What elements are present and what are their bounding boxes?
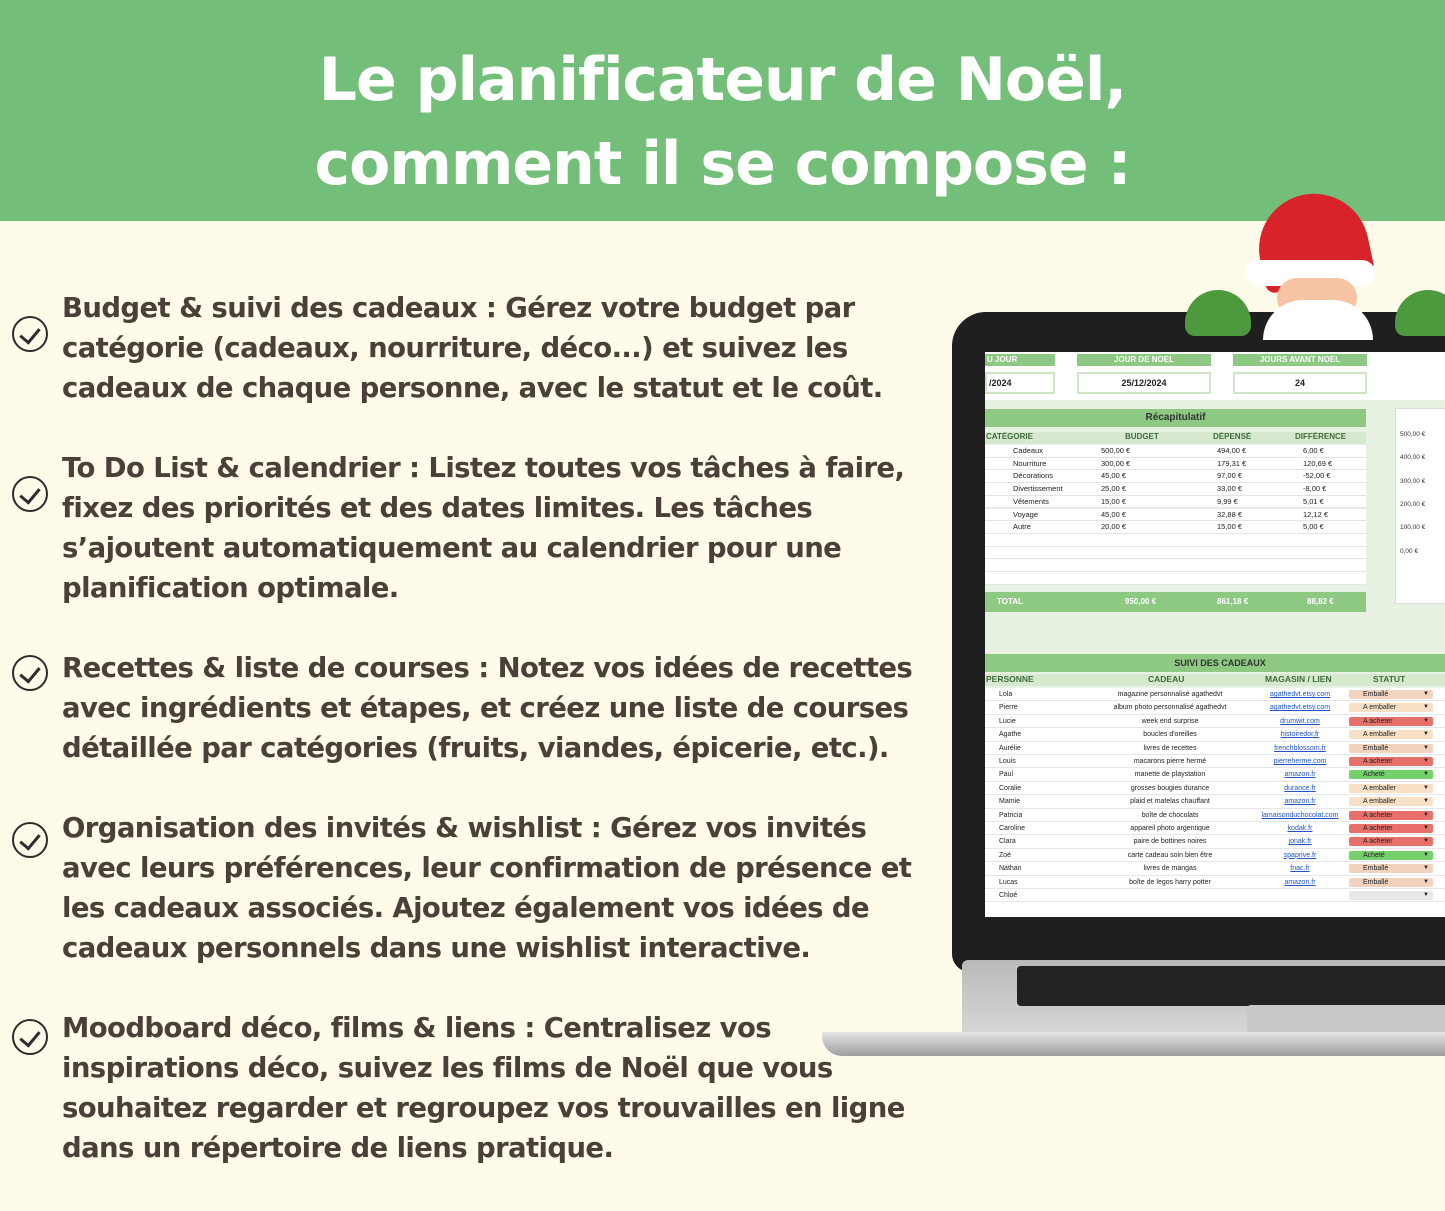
feature-text: Recettes & liste de courses : Notez vos idées de recettes avec ingrédients et étapes, et créez une liste de courses détaillée par catégories (fruits, viandes, épicerie, etc.). [62,652,913,764]
recap-difference: -8,00 € [1303,484,1327,494]
recap-category: Décorations [1013,471,1054,481]
gift-name: boucles d'oreilles [1143,731,1197,739]
trackpad [1247,1005,1445,1033]
gift-name: appareil photo argentique [1130,825,1210,832]
recap-budget: 45,00 € [1101,471,1127,481]
table-row [985,835,1445,848]
store-link[interactable]: amazon.fr [1284,771,1316,779]
check-circle-icon [12,476,48,512]
recap-difference: 5,01 € [1303,496,1324,506]
table-row [985,782,1445,795]
gift-person: Lucie [999,717,1016,725]
recap-difference: -52,00 € [1303,471,1331,481]
page-title [0,38,1445,206]
store-link[interactable]: frenchblossom.fr [1274,744,1326,752]
gift-person: Caroline [999,825,1026,832]
column-category: CATÉGORIE [986,432,1033,441]
table-row [985,755,1445,768]
status-dropdown[interactable] [1349,891,1433,900]
recap-category: Divertissement [1013,484,1063,494]
gift-person: Lucas [999,878,1018,886]
recap-empty-row [985,547,1366,560]
gift-column-headers [985,674,1445,686]
status-dropdown[interactable] [1349,811,1433,820]
gift-person: Zoé [999,851,1012,859]
recap-budget: 25,00 € [1101,484,1127,494]
gift-name: boîte de legos harry potter [1129,878,1211,886]
check-circle-icon [12,1019,48,1055]
store-link[interactable]: agathedvt.etsy.com [1269,691,1331,698]
table-row [985,876,1445,889]
gift-name: paire de bottines noires [1133,838,1207,846]
recap-total-row [985,592,1366,612]
status-dropdown[interactable] [1349,730,1433,739]
check-circle-icon [12,655,48,691]
status-dropdown[interactable] [1349,717,1433,726]
gift-name: carte cadeau soin bien être [1127,851,1213,859]
recap-category: Voyage [1013,509,1039,519]
status-label: A emballer [1363,784,1397,792]
status-dropdown[interactable] [1349,703,1433,712]
store-link[interactable]: pierreherme.com [1273,758,1327,765]
store-link[interactable]: amazon.fr [1284,798,1316,806]
chevron-down-icon[interactable]: ▼ [1423,784,1429,791]
gift-person: Paul [999,771,1014,779]
chevron-down-icon[interactable]: ▼ [1423,892,1429,898]
chevron-down-icon[interactable]: ▼ [1423,704,1429,711]
status-label: A acheter [1363,811,1393,819]
gift-person: Clara [999,838,1016,846]
chevron-down-icon[interactable]: ▼ [1423,691,1429,697]
gift-name: grosses bougies durance [1130,784,1210,792]
keyboard-icon [1017,966,1445,1006]
recap-column-headers [985,432,1366,444]
chevron-down-icon[interactable]: ▼ [1423,811,1429,818]
gift-tracker-title: SUIVI DES CADEAUX [985,654,1445,672]
gift-person: Coralie [999,784,1022,792]
store-link[interactable]: histoiredor.fr [1280,731,1320,739]
gift-person: Agathe [999,731,1022,739]
store-link[interactable]: agathedvt.etsy.com [1269,704,1331,712]
gift-name: boîte de chocolats [1141,811,1199,819]
status-label: A emballer [1363,731,1397,739]
check-circle-icon [12,822,48,858]
table-row [985,742,1445,755]
title-line-1: Le planificateur de Noël, [318,45,1127,115]
recap-budget: 300,00 € [1101,458,1131,468]
column-difference: DIFFÉRENCE [1295,432,1347,441]
recap-empty-row [985,534,1366,547]
title-line-2: comment il se compose : [314,129,1131,199]
table-row [985,701,1445,714]
status-label: Acheté [1363,851,1385,859]
total-spent: 861,18 € [1217,597,1249,606]
gift-name: macarons pierre hermé [1133,758,1207,765]
total-budget: 950,00 € [1125,597,1157,606]
status-label: Emballé [1363,865,1389,873]
recap-row [985,521,1366,534]
header-banner [0,0,1445,221]
status-dropdown[interactable] [1349,797,1433,806]
recap-difference: 12,12 € [1303,509,1329,519]
gift-name: livres de recettes [1143,744,1197,752]
recap-spent: 9,99 € [1217,496,1238,506]
recap-spent: 33,00 € [1217,484,1243,494]
status-label: A acheter [1363,838,1393,846]
status-label: Emballé [1363,878,1389,886]
recap-budget: 45,00 € [1101,509,1127,519]
value-today: /2024 [985,372,1055,394]
gift-person: Aurélie [999,744,1021,752]
status-dropdown[interactable] [1349,878,1433,887]
table-row [985,728,1445,741]
chevron-down-icon[interactable]: ▼ [1423,865,1429,872]
status-dropdown[interactable] [1349,784,1433,793]
status-label: Emballé [1363,691,1389,698]
status-dropdown[interactable] [1349,864,1433,873]
check-circle-icon [12,316,48,352]
store-link[interactable]: durance.fr [1284,784,1316,792]
chevron-down-icon[interactable]: ▼ [1423,798,1429,805]
column-gift: CADEAU [1148,674,1185,684]
santa-left-glove-icon [1185,290,1251,336]
chevron-down-icon[interactable]: ▼ [1423,731,1429,738]
recap-budget: 500,00 € [1101,446,1131,455]
column-person: PERSONNE [986,674,1034,684]
status-dropdown[interactable] [1349,851,1433,860]
recap-empty-row [985,572,1366,585]
recap-category: Vêtements [1013,496,1049,506]
chart-tick-label: 100,00 € [1400,524,1426,532]
laptop-front-edge [822,1032,1445,1056]
recap-row [985,458,1366,471]
recap-title: Récapitulatif [985,409,1366,427]
gift-person: Patricia [999,811,1023,819]
total-label: TOTAL [997,597,1023,606]
gift-name: livres de mangas [1143,865,1197,873]
gift-person: Lola [999,691,1013,698]
gift-person: Louis [999,758,1016,765]
store-link[interactable]: jonak.fr [1288,838,1312,846]
total-difference: 88,82 € [1307,597,1334,606]
recap-row [985,483,1366,496]
value-days-before: 24 [1233,372,1367,394]
status-label: A acheter [1363,717,1393,725]
recap-category: Cadeaux [1013,446,1044,455]
gift-name: manette de playstation [1134,771,1206,779]
recap-spent: 32,88 € [1217,509,1243,519]
recap-empty-row [985,559,1366,572]
status-label: A acheter [1363,825,1393,832]
recap-spent: 179,31 € [1217,458,1247,468]
table-row [985,889,1445,902]
feature-text: Organisation des invités & wishlist : Gérez vos invités avec leurs préférences, leur confirmation de présence et les cadeaux associés. Ajoutez également vos idées de cadeaux personnels dans une wishlist interactive. [62,812,912,964]
santa-beard [1263,300,1373,340]
chevron-down-icon[interactable]: ▼ [1423,717,1429,724]
recap-spent: 15,00 € [1217,522,1243,532]
santa-illustration [1185,190,1445,340]
status-dropdown[interactable] [1349,770,1433,779]
laptop-base [822,960,1445,1060]
gift-person: Nathan [999,865,1022,873]
santa-right-glove-icon [1395,290,1445,336]
table-row [985,809,1445,822]
chart-tick-label: 500,00 € [1400,431,1426,438]
chart-tick-label: 400,00 € [1400,454,1426,462]
recap-budget: 20,00 € [1101,522,1127,532]
chevron-down-icon[interactable]: ▼ [1423,771,1429,778]
status-label: A emballer [1363,798,1397,806]
chart-tick-label: 200,00 € [1400,500,1426,508]
recap-row [985,470,1366,483]
value-christmas-day: 25/12/2024 [1077,372,1211,394]
recap-difference: 120,69 € [1303,458,1333,468]
recap-row [985,496,1366,509]
status-label: A acheter [1363,758,1393,765]
gift-person: Mamie [999,798,1021,806]
status-dropdown[interactable] [1349,824,1433,833]
recap-budget: 15,00 € [1101,496,1127,506]
store-link[interactable]: kodak.fr [1287,825,1313,832]
store-link[interactable]: fnac.fr [1290,865,1310,873]
gift-name: magazine personnalisé agathedvt [1117,691,1223,698]
chart-tick-label: 0,00 € [1400,547,1419,555]
recap-row [985,445,1366,458]
header-days-before: JOURS AVANT NOEL [1233,354,1367,366]
status-label: A emballer [1363,704,1397,712]
store-link[interactable]: drumwit.com [1280,717,1320,725]
recap-spent: 494,00 € [1217,446,1247,455]
feature-text: Budget & suivi des cadeaux : Gérez votre budget par catégorie (cadeaux, nourriture, déco...) et suivez les cadeaux de chaque personne, avec le statut et le coût. [62,292,883,404]
recap-category: Nourriture [1013,458,1047,468]
column-spent: DÉPENSÉ [1213,432,1252,441]
recap-difference: 5,00 € [1303,522,1324,532]
gift-name: week end surprise [1141,717,1199,725]
recap-difference: 6,00 € [1303,446,1324,455]
gift-person: Pierre [999,704,1018,712]
spreadsheet [985,352,1445,917]
table-row [985,715,1445,728]
budget-chart [1395,408,1445,604]
gift-name: album photo personnalisé agathedvt [1113,704,1227,712]
gift-name: plaid et matelas chauffant [1130,798,1210,806]
status-dropdown[interactable] [1349,690,1433,699]
table-row [985,822,1445,835]
recap-spent: 97,00 € [1217,471,1243,481]
table-row [985,849,1445,862]
chevron-down-icon[interactable]: ▼ [1423,825,1429,831]
status-dropdown[interactable] [1349,837,1433,846]
status-label: Emballé [1363,744,1389,752]
column-store: MAGASIN / LIEN [1265,674,1332,684]
chevron-down-icon[interactable]: ▼ [1423,878,1429,885]
column-budget: BUDGET [1125,432,1159,441]
chevron-down-icon[interactable]: ▼ [1423,851,1429,858]
status-dropdown[interactable] [1349,757,1433,766]
chart-tick-label: 300,00 € [1400,477,1426,485]
status-label: Acheté [1363,771,1385,779]
store-link[interactable]: spaprive.fr [1283,851,1317,859]
gift-person: Chloé [999,892,1018,899]
table-row [985,862,1445,875]
status-dropdown[interactable] [1349,744,1433,753]
chevron-down-icon[interactable]: ▼ [1423,758,1429,764]
chevron-down-icon[interactable]: ▼ [1423,838,1429,845]
feature-text: To Do List & calendrier : Listez toutes vos tâches à faire, fixez des priorités et des dates limites. Les tâches s’ajoutent automatiquement au calendrier pour une planification optimale. [62,452,905,604]
chevron-down-icon[interactable]: ▼ [1423,744,1429,751]
header-today: U JOUR [985,354,1055,366]
header-christmas-day: JOUR DE NOEL [1077,354,1211,366]
store-link[interactable]: amazon.fr [1284,878,1316,886]
table-row [985,768,1445,781]
feature-text: Moodboard déco, films & liens : Centralisez vos inspirations déco, suivez les films de Noël que vous souhaitez regarder et regroupez vos trouvailles en ligne dans un répertoire de liens pratique. [62,1012,905,1164]
table-row [985,795,1445,808]
spreadsheet-screen [985,352,1445,917]
column-status: STATUT [1373,674,1406,684]
recap-row [985,509,1366,522]
store-link[interactable]: lamaisonduchocolat.com [1261,811,1339,819]
table-row [985,688,1445,701]
recap-category: Autre [1013,522,1031,532]
